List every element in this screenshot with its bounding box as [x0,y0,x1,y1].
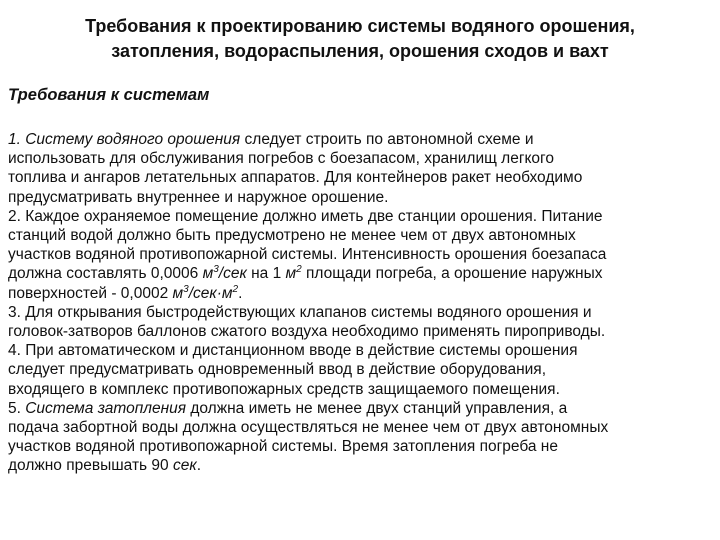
item-2-line-2: станций водой должно быть предусмотрено не менее чем от двух автономных [8,227,576,245]
item-1-line-2: использовать для обслуживания погребов с боезапасом, хранилищ легкого [8,150,554,168]
item-4-line-2: следует предусматривать одновременный ввод в действие оборудования, [8,361,547,379]
item-5-line-2: подача забортной воды должна осуществляться не менее чем от двух автономных [8,419,609,437]
title-line-1: Требования к проектированию системы водяного орошения, [85,16,635,36]
item-5-line-1: 5. Система затопления должна иметь не менее двух станций управления, а [8,399,568,417]
slide-title [20,14,700,64]
item-3-line-2: головок-затворов баллонов сжатого воздуха необходимо применять пироприводы. [8,323,606,341]
item-5-term: Система затопления [25,399,187,417]
title-line-2: затопления, водораспыления, орошения сходов и вахт [111,41,609,61]
item-1-term: 1. Систему водяного орошения [8,131,241,148]
item-2-line-3: участков водяной противопожарной системы. Интенсивность орошения боезапаса [8,246,607,264]
requirements-text [8,130,712,476]
item-3-line-1: 3. Для открывания быстродействующих клапанов системы водяного орошения и [8,303,592,321]
item-1-line-4: предусматривать внутреннее и наружное орошение. [8,188,389,206]
item-2-line-4: должна составлять 0,0006 $м^3$/сек на 1 $м^2$ площади погреба, а орошение наружных [8,264,603,283]
item-4-line-3: входящего в комплекс противопожарных средств защищаемого помещения. [8,380,560,398]
item-5-line-4: должно превышать 90 сек. [8,457,201,475]
item-4-line-1: 4. При автоматическом и дистанционном вводе в действие системы орошения [8,342,578,360]
item-5-line-3: участков водяной противопожарной системы. Время затопления погреба не [8,438,558,456]
item-1-line-1: 1. Систему водяного орошения следует строить по автономной схеме и [8,131,534,148]
section-heading: Требования к системам [8,86,210,104]
item-2-line-1: 2. Каждое охраняемое помещение должно иметь две станции орошения. Питание [8,207,603,225]
item-2-line-5: поверхностей - 0,0002 $м^3/сек\cdot м^2$. [8,283,243,302]
item-1-line-3: топлива и ангаров летательных аппаратов. Для контейнеров ракет необходимо [8,169,583,187]
